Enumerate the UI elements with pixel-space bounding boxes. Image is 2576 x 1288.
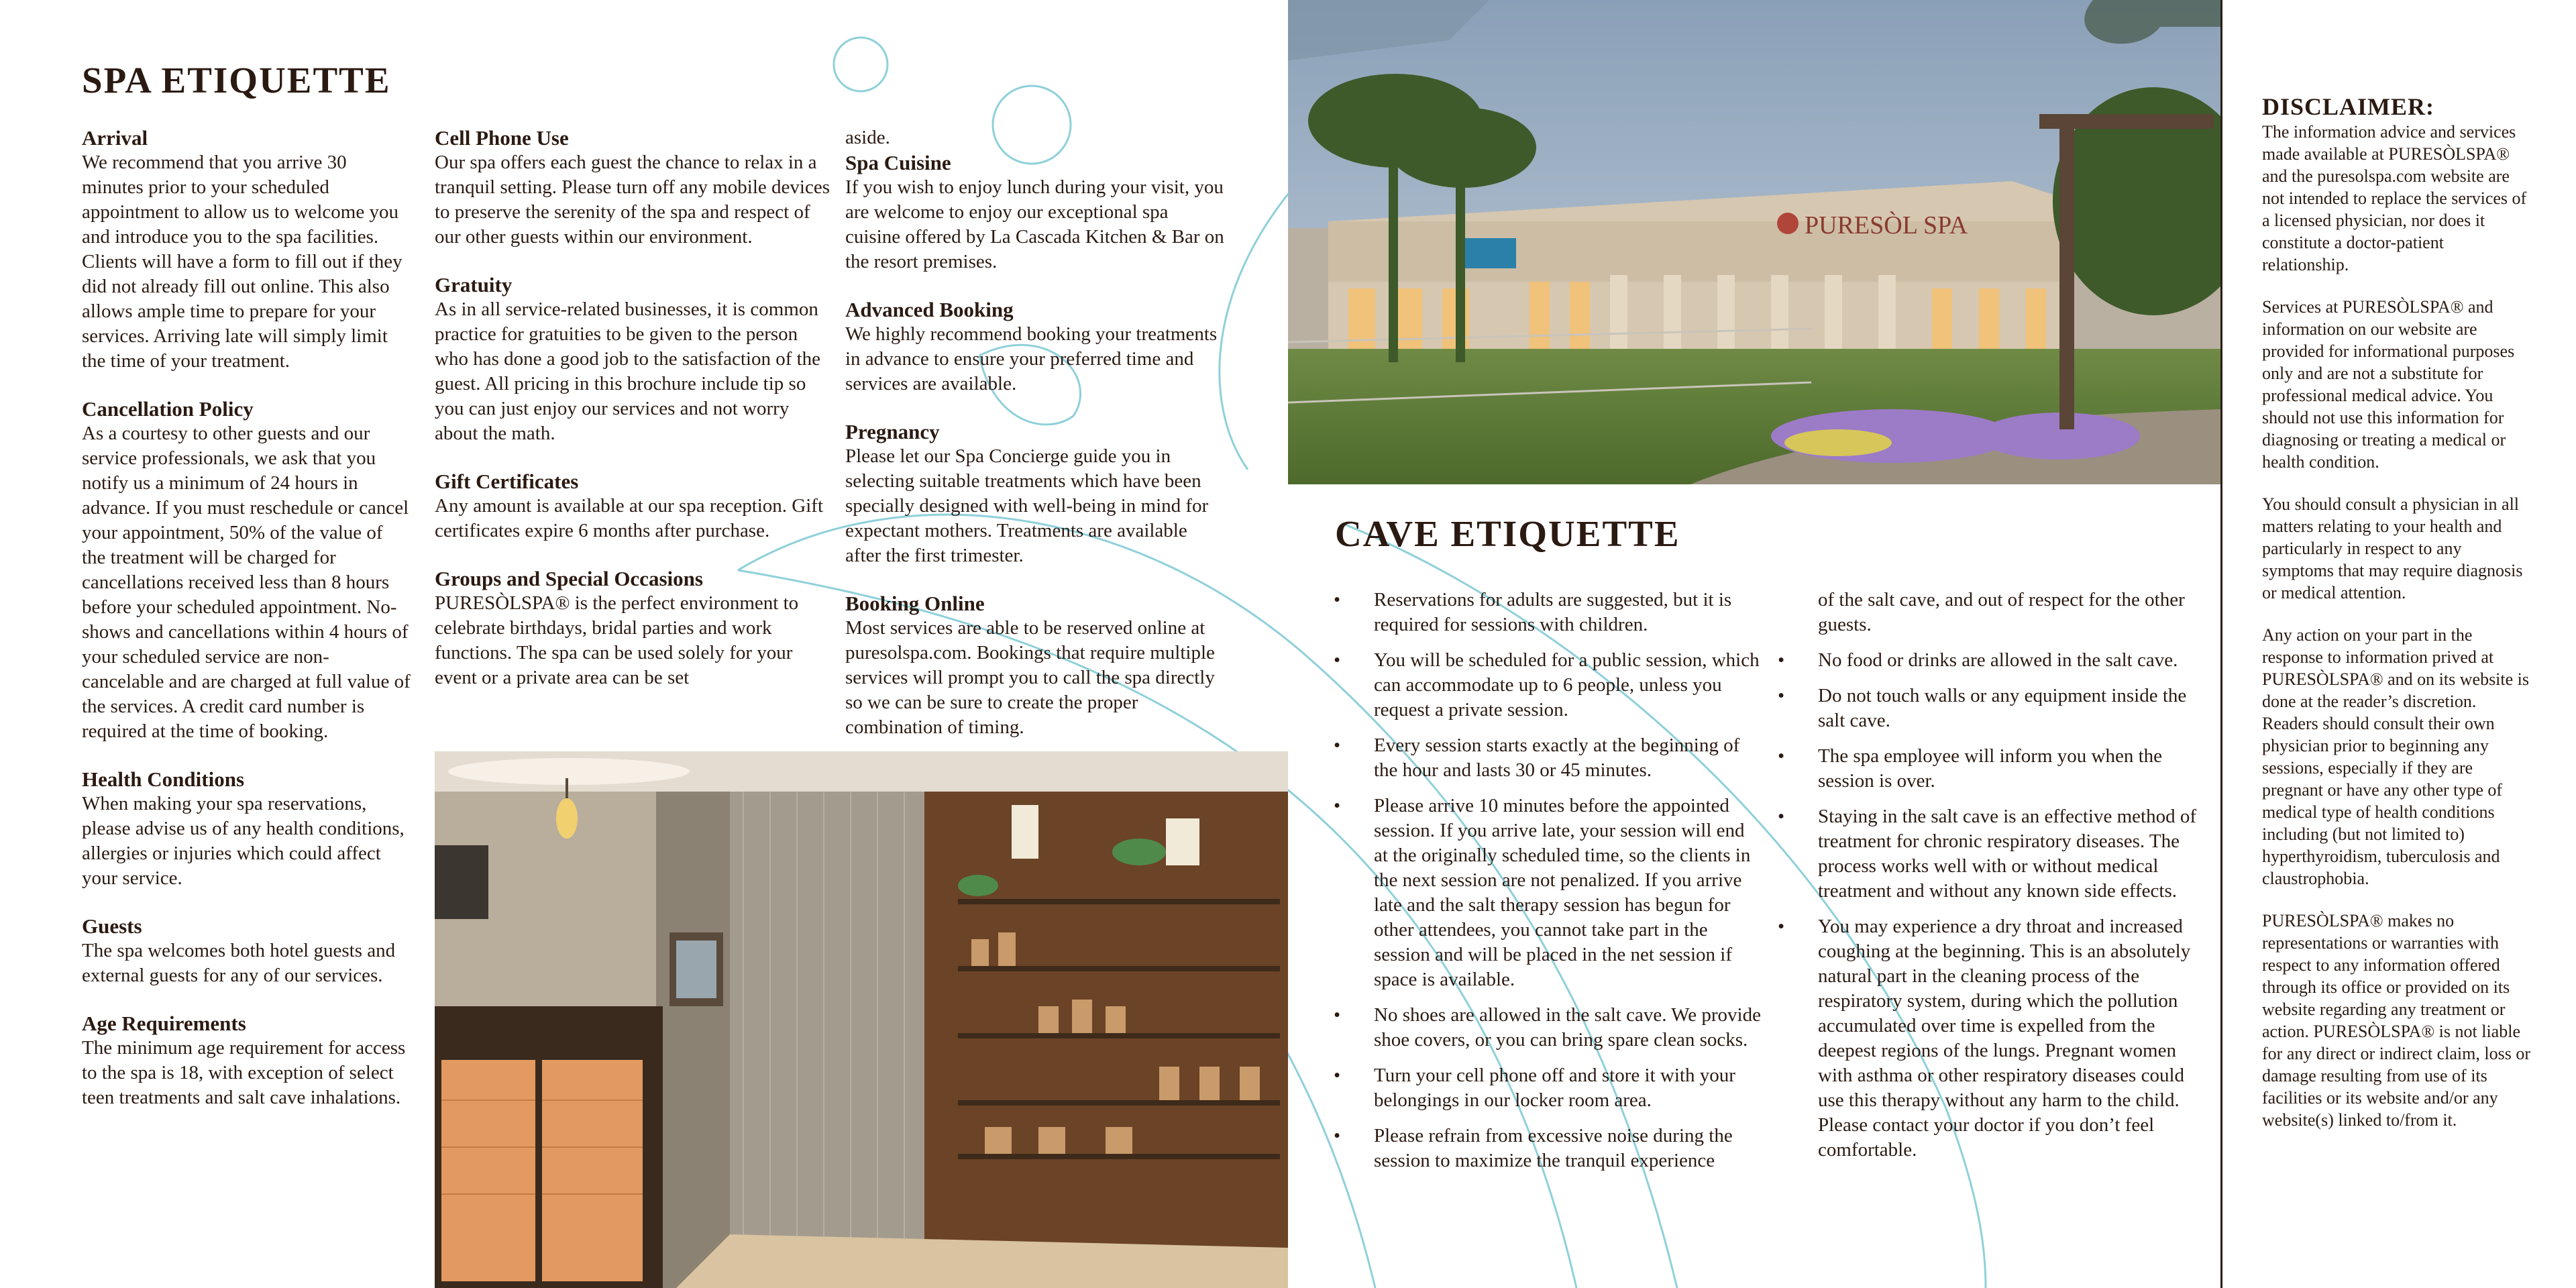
section-cancellation-policy [82, 396, 411, 744]
section-heading: Gratuity [435, 273, 513, 297]
list-item: • Every session starts exactly at the beginning of the hour and lasts 30 or 45 minutes. [1334, 733, 1763, 783]
section-heading: Pregnancy [845, 420, 940, 443]
sign-text: PURESÒL SPA [1805, 211, 1968, 239]
disclaimer-paragraph: Any action on your part in the response to information prived at PURESÒLSPA® and on its website is done at the reader’s discretion. Readers should consult their own physician prior to beginning any sessions, especially if they are pregnant or have any other type of medical type of health conditions including (but not limited to) hyperthyroidism, tuberculosis and claustrophobia. [2262, 625, 2530, 888]
list-item: • Please refrain from excessive noise during the session to maximize the tranquil experience [1334, 1124, 1763, 1173]
spa-column-3 [845, 125, 1228, 763]
section-text: We highly recommend booking your treatments in advance to ensure your preferred time and services are available. [845, 323, 1218, 394]
list-item: • No shoes are allowed in the salt cave. We provide shoe covers, or you can bring spare clean socks. [1334, 1003, 1763, 1053]
section-cell-phone-use [435, 125, 830, 250]
cave-etiquette-title: CAVE ETIQUETTE [1335, 513, 1680, 554]
disclaimer-panel [2262, 93, 2530, 1151]
section-advanced-booking [845, 297, 1228, 396]
section-heading: Spa Cuisine [845, 151, 951, 174]
section-booking-online [845, 591, 1228, 740]
section-heading: Cell Phone Use [435, 126, 569, 150]
section-text: As a courtesy to other guests and our service professionals, we ask that you notify us a minimum of 24 hours in advance. If you must reschedule or cancel your appointment, 50% of the value of the treatment will be charged for cancellations received less than 8 hours before your scheduled appointment. No-shows and cancellations within 4 hours of your scheduled service are non-cancelable and are charged at full value of the services. A credit card number is required at the time of booking. [82, 423, 411, 742]
cave-rules-list [1334, 588, 1763, 1173]
section-arrival [82, 125, 411, 374]
section-gift-certificates [435, 469, 830, 543]
disclaimer-paragraph: PURESÒLSPA® makes no representations or warranties with respect to any information offered through its office or provided on its website regarding any treatment or action. PURESÒLSPA® is not liable for any direct or indirect claim, loss or damage resulting from use of its facilities or its website and/or any website(s) linked to/from it. [2262, 911, 2530, 1130]
list-item: • You may experience a dry throat and increased coughing at the beginning. This is an absolutely natural part in the cleaning process of the respiratory system, during which the pollution accumulated over time is expelled from the deepest regions of the lungs. Pregnant women with asthma or other respiratory diseases could use this therapy without any harm to the child. Please contact your doctor if you don’t feel comfortable. [1778, 914, 2200, 1163]
section-health-conditions [82, 767, 411, 891]
section-text: When making your spa reservations, please advise us of any health conditions, allergies or injuries which could affect your service. [82, 793, 405, 889]
column-divider [2220, 0, 2222, 1288]
disclaimer-paragraph: The information advice and services made available at PURESÒLSPA® and the puresolspa.com website are not intended to replace the services of a licensed physician, nor does it constitute a doctor-patient relationship. [2262, 122, 2527, 274]
list-item: • Reservations for adults are suggested, but it is required for sessions with children. [1334, 588, 1763, 637]
section-pregnancy [845, 419, 1228, 568]
list-item: • Turn your cell phone off and store it with your belongings in our locker room area. [1334, 1063, 1763, 1113]
spa-column-2 [435, 125, 830, 713]
section-text: We recommend that you arrive 30 minutes prior to your scheduled appointment to allow us to welcome you and introduce you to the spa facilities. Clients will have a form to fill out if they did not already fill out online. This also allows ample time to prepare for your services. Arriving late will simply limit the time of your treatment. [82, 152, 402, 372]
section-text: Any amount is available at our spa reception. Gift certificates expire 6 months after purchase. [435, 495, 824, 541]
section-heading: Groups and Special Occasions [435, 567, 703, 590]
spa-building-photo [1288, 0, 2220, 484]
disclaimer-paragraph: Services at PURESÒLSPA® and information on our website are provided for informational purposes only and are not a substitute for professional medical advice. You should not use this information for diagnosing or treating a medical or health condition. [2262, 297, 2515, 472]
section-text: If you wish to enjoy lunch during your visit, you are welcome to enjoy our exceptional spa cuisine offered by La Cascada Kitchen & Bar on the resort premises. [845, 176, 1224, 272]
cave-rules-right [1778, 588, 2200, 1173]
section-heading: Gift Certificates [435, 470, 579, 493]
section-heading: Cancellation Policy [82, 397, 254, 421]
disclaimer-title: DISCLAIMER: [2262, 93, 2435, 120]
section-text: Most services are able to be reserved online at puresolspa.com. Bookings that require multiple services will prompt you to call the spa directly so we can be sure to create the proper combination of timing. [845, 617, 1215, 738]
list-item: • Staying in the salt cave is an effective method of treatment for chronic respiratory diseases. The process works well with or without medical treatment and without any known side effects. [1778, 804, 2200, 904]
section-text: As in all service-related businesses, it is common practice for gratuities to be given to the person who has done a good job to the satisfaction of the guest. All pricing in this brochure include tip so you can just enjoy our services and not worry about the math. [435, 299, 821, 444]
cave-rules-list [1778, 648, 2200, 1163]
section-heading: Arrival [82, 126, 148, 150]
section-text: aside. [845, 127, 890, 148]
section-text: Please let our Spa Concierge guide you in selecting suitable treatments which have been specially designed with well-being in mind for expectant mothers. Treatments are available after the first trimester. [845, 445, 1209, 566]
spa-column-1 [82, 125, 411, 1133]
section-text: The minimum age requirement for access to the spa is 18, with exception of select teen treatments and salt cave inhalations. [82, 1037, 406, 1108]
section-gratuity [435, 272, 830, 446]
disclaimer-paragraph: You should consult a physician in all matters relating to your health and particularly in respect to any symptoms that may require diagnosis or medical attention. [2262, 494, 2523, 602]
list-item: • Do not touch walls or any equipment inside the salt cave. [1778, 684, 2200, 733]
section-heading: Advanced Booking [845, 298, 1014, 321]
spa-etiquette-title: SPA ETIQUETTE [82, 60, 391, 101]
section-heading: Health Conditions [82, 767, 245, 791]
section-spa-cuisine [845, 150, 1228, 274]
section-text: The spa welcomes both hotel guests and external guests for any of our services. [82, 940, 396, 986]
section-guests [82, 914, 411, 988]
list-item: • You will be scheduled for a public session, which can accommodate up to 6 people, unless you request a private session. [1334, 648, 1763, 722]
spa-interior-photo [435, 751, 1288, 1288]
section-heading: Age Requirements [82, 1012, 246, 1035]
section-text: PURESÒLSPA® is the perfect environment to celebrate birthdays, bridal parties and work functions. The spa can be used solely for your event or a private area can be set [435, 592, 799, 688]
cave-rules-left [1334, 588, 1763, 1184]
list-item-continued: of the salt cave, and out of respect for the other guests. [1818, 589, 2185, 635]
list-item: • No food or drinks are allowed in the salt cave. [1778, 648, 2200, 673]
section-text: Our spa offers each guest the chance to relax in a tranquil setting. Please turn off any mobile devices to preserve the serenity of the spa and respect of our other guests within our environment. [435, 152, 830, 248]
section-age-requirements [82, 1011, 411, 1110]
section-heading: Booking Online [845, 592, 985, 615]
list-item: • Please arrive 10 minutes before the appointed session. If you arrive late, your session will end at the originally scheduled time, so the clients in the next session are not penalized. If you arrive late and the salt therapy session has begun for other attendees, you cannot take part in the session and will be placed in the net session if space is available. [1334, 794, 1763, 992]
section-groups-special-occasions [435, 566, 830, 690]
section-heading: Guests [82, 914, 142, 938]
list-item: • The spa employee will inform you when the session is over. [1778, 744, 2200, 794]
section-continued [845, 125, 1228, 150]
